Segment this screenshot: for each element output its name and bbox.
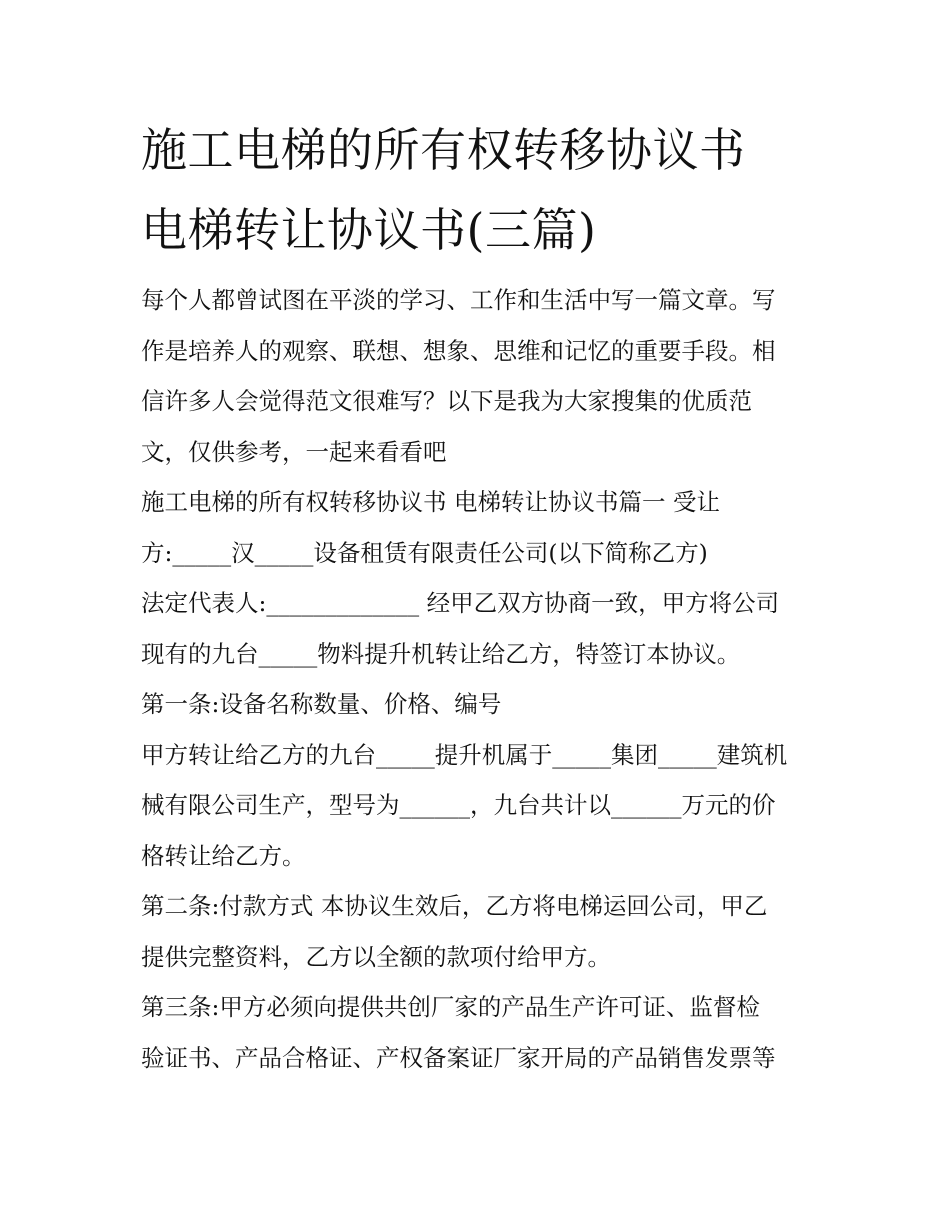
body-line: 第三条:甲方必须向提供共创厂家的产品生产许可证、监督检 bbox=[141, 993, 760, 1021]
body-line: 作是培养人的观察、联想、想象、思维和记忆的重要手段。相 bbox=[141, 336, 776, 365]
body-line: 验证书、产品合格证、产权备案证厂家开局的产品销售发票等 bbox=[141, 1043, 776, 1072]
body-line: 文，仅供参考，一起来看看吧 bbox=[141, 437, 447, 466]
body-line: 法定代表人:_____________ 经甲乙双方协商一致，甲方将公司 bbox=[141, 589, 780, 617]
title-line-1: 施工电梯的所有权转移协议书 bbox=[141, 123, 746, 177]
body-line: 械有限公司生产，型号为______，九台共计以______万元的价 bbox=[141, 791, 776, 819]
body-line: 现有的九台_____物料提升机转让给乙方，特签订本协议。 bbox=[141, 639, 741, 668]
body-line: 施工电梯的所有权转移协议书 电梯转让协议书篇一 受让 bbox=[141, 488, 720, 516]
body-line: 格转让给乙方。 bbox=[141, 841, 306, 870]
body-line: 第一条:设备名称数量、价格、编号 bbox=[141, 690, 502, 718]
body-line: 每个人都曾试图在平淡的学习、工作和生活中写一篇文章。写 bbox=[141, 286, 776, 314]
document-body bbox=[141, 275, 821, 1083]
document-title bbox=[141, 110, 841, 270]
body-line: 信许多人会觉得范文很难写？以下是我为大家搜集的优质范 bbox=[141, 387, 752, 415]
body-line: 甲方转让给乙方的九台_____提升机属于_____集团_____建筑机 bbox=[141, 740, 788, 769]
title-line-2: 电梯转让协议书(三篇) bbox=[141, 203, 597, 257]
body-line: 提供完整资料，乙方以全额的款项付给甲方。 bbox=[141, 942, 611, 971]
body-line: 方:_____汉_____设备租赁有限责任公司(以下简称乙方) bbox=[141, 538, 708, 567]
body-line: 第二条:付款方式 本协议生效后，乙方将电梯运回公司，甲乙 bbox=[141, 892, 768, 920]
